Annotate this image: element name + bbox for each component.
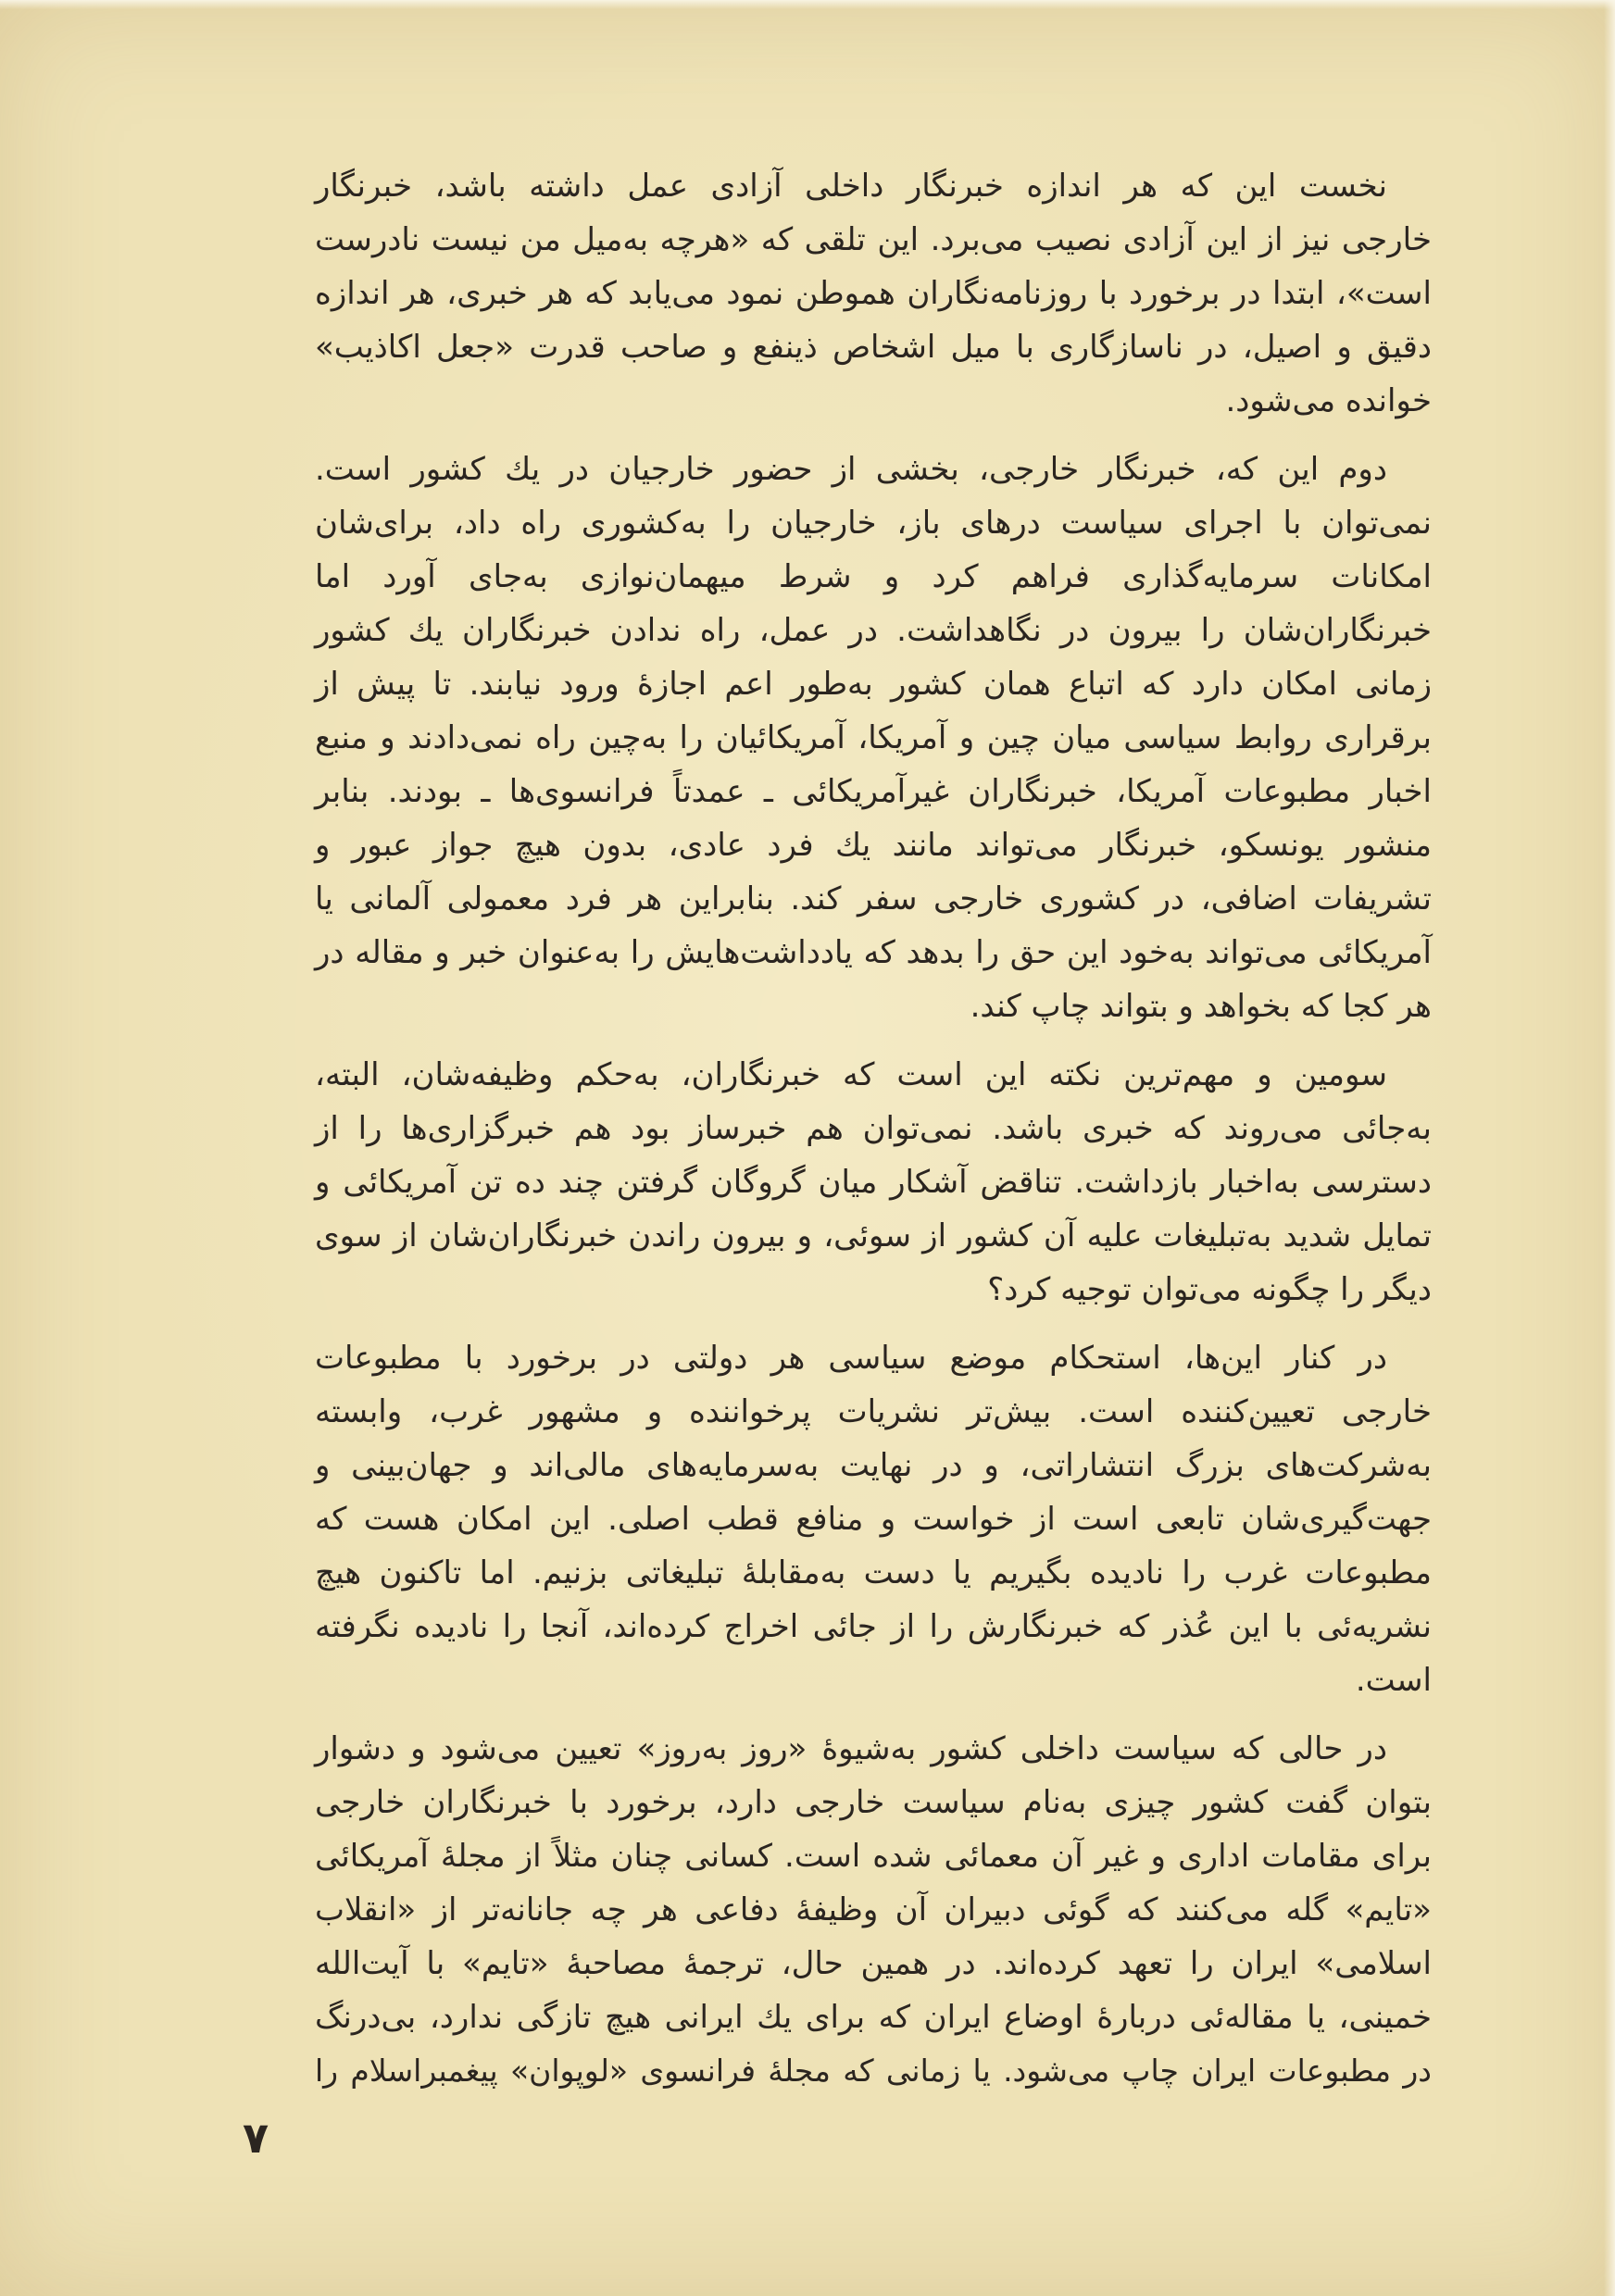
text-line: دوم این که، خبرنگار خارجی، بخشی از حضور خارجیان در یك کشور است. bbox=[315, 451, 1387, 488]
text-line: به‌جائی می‌روند که خبری باشد. نمی‌توان هم خبرساز بود هم خبرگزاری‌ها را از bbox=[315, 1110, 1432, 1147]
text-line: خوانده می‌شود. bbox=[1225, 382, 1432, 419]
paragraph-4 bbox=[315, 1331, 1432, 1707]
text-line: خمینی، یا مقاله‌ئی دربارهٔ اوضاع ایران که برای یك ایرانی هیچ تازگی ندارد، بی‌درنگ bbox=[315, 1999, 1432, 2036]
page-number: ۷ bbox=[243, 2113, 269, 2163]
text-line: هر کجا که بخواهد و بتواند چاپ کند. bbox=[970, 988, 1432, 1025]
text-line: خارجی تعیین‌کننده است. بیش‌تر نشریات پرخواننده و مشهور غرب، وابسته bbox=[315, 1393, 1432, 1430]
text-line: منشور یونسکو، خبرنگار می‌تواند مانند یك فرد عادی، بدون هیچ جواز عبور و bbox=[315, 827, 1432, 864]
text-line: در مطبوعات ایران چاپ می‌شود. یا زمانی که مجلهٔ فرانسوی «لوپوان» پیغمبراسلام را bbox=[315, 2053, 1432, 2089]
text-line: خبرنگاران‌شان را بیرون در نگاهداشت. در عمل، راه ندادن خبرنگاران یك کشور bbox=[315, 612, 1432, 649]
text-line: تمایل شدید به‌تبلیغات علیه آن کشور از سوئی، و بیرون راندن خبرنگاران‌شان از سوی bbox=[315, 1217, 1432, 1254]
text-line: خارجی نیز از این آزادی نصیب می‌برد. این تلقی که «هرچه به‌میل من نیست نادرست bbox=[315, 221, 1432, 258]
paper-right-edge bbox=[1604, 0, 1615, 2296]
text-line: «تایم» گله می‌کنند که گوئی دبیران آن وظیفهٔ دفاعی هر چه جانانه‌تر از «انقلاب bbox=[315, 1891, 1432, 1928]
paragraph-5 bbox=[315, 1722, 1432, 2098]
text-line: تشریفات اضافی، در کشوری خارجی سفر کند. بنابراین هر فرد معمولی آلمانی یا bbox=[315, 880, 1432, 917]
text-line: اخبار مطبوعات آمریکا، خبرنگاران غیرآمریکائی ـ عمدتاً فرانسوی‌ها ـ بودند. بنابر bbox=[315, 773, 1432, 810]
text-line: نخست این که هر اندازه خبرنگار داخلی آزادی عمل داشته باشد، خبرنگار bbox=[315, 168, 1387, 205]
text-line: به‌شرکت‌های بزرگ انتشاراتی، و در نهایت به‌سرمایه‌های مالی‌اند و جهان‌بینی و bbox=[315, 1447, 1432, 1484]
text-line: است»، ابتدا در برخورد با روزنامه‌نگاران هموطن نمود می‌یابد که هر خبری، هر اندازه bbox=[315, 275, 1432, 312]
paragraph-1 bbox=[315, 159, 1432, 428]
paragraph-2 bbox=[315, 443, 1432, 1033]
body-text bbox=[315, 159, 1432, 2098]
text-line: بتوان گفت کشور چیزی به‌نام سیاست خارجی دارد، برخورد با خبرنگاران خارجی bbox=[315, 1784, 1432, 1821]
text-line: زمانی امکان دارد که اتباع همان کشور به‌طور اعم اجازهٔ ورود نیابند. تا پیش از bbox=[315, 666, 1432, 703]
text-line: برقراری روابط سیاسی میان چین و آمریکا، آمریکائیان را به‌چین راه نمی‌دادند و منبع bbox=[315, 719, 1432, 756]
paragraph-3 bbox=[315, 1048, 1432, 1316]
text-line: دیگر را چگونه می‌توان توجیه کرد؟ bbox=[987, 1271, 1432, 1308]
text-line: مطبوعات غرب را نادیده بگیریم یا دست به‌مقابلهٔ تبلیغاتی بزنیم. اما تاکنون هیچ bbox=[315, 1554, 1432, 1591]
text-line: در حالی که سیاست داخلی کشور به‌شیوهٔ «روز به‌روز» تعیین می‌شود و دشوار bbox=[315, 1730, 1387, 1767]
text-line: نمی‌توان با اجرای سیاست درهای باز، خارجیان را به‌کشوری راه داد، برای‌شان bbox=[315, 505, 1432, 542]
text-line: دسترسی به‌اخبار بازداشت. تناقض آشکار میان گروگان گرفتن چند ده تن آمریکائی و bbox=[315, 1164, 1432, 1201]
text-line: برای مقامات اداری و غیر آن معمائی شده است. کسانی چنان مثلاً از مجلهٔ آمریکائی bbox=[315, 1838, 1432, 1875]
text-line: نشریه‌ئی با این عُذر که خبرنگارش را از جائی اخراج کرده‌اند، آنجا را نادیده نگرفته bbox=[315, 1608, 1432, 1645]
text-line: است. bbox=[1355, 1662, 1432, 1699]
text-line: در کنار این‌ها، استحکام موضع سیاسی هر دولتی در برخورد با مطبوعات bbox=[315, 1340, 1387, 1377]
text-line: دقیق و اصیل، در ناسازگاری با میل اشخاص ذینفع و صاحب قدرت «جعل اکاذیب» bbox=[315, 329, 1432, 366]
paper-top-edge bbox=[0, 0, 1615, 9]
text-line: جهت‌گیری‌شان تابعی است از خواست و منافع قطب اصلی. این امکان هست که bbox=[315, 1501, 1432, 1538]
text-line: امکانات سرمایه‌گذاری فراهم کرد و شرط میهمان‌نوازی به‌جای آورد اما bbox=[315, 558, 1432, 595]
text-line: اسلامی» ایران را تعهد کرده‌اند. در همین حال، ترجمهٔ مصاحبهٔ «تایم» با آیت‌الله bbox=[315, 1945, 1432, 1982]
text-line: سومین و مهم‌ترین نکته این است که خبرنگاران، به‌حکم وظیفه‌شان، البته، bbox=[315, 1056, 1387, 1093]
text-line: آمریکائی می‌تواند به‌خود این حق را بدهد که یادداشت‌هایش را به‌عنوان خبر و مقاله در bbox=[315, 934, 1432, 971]
